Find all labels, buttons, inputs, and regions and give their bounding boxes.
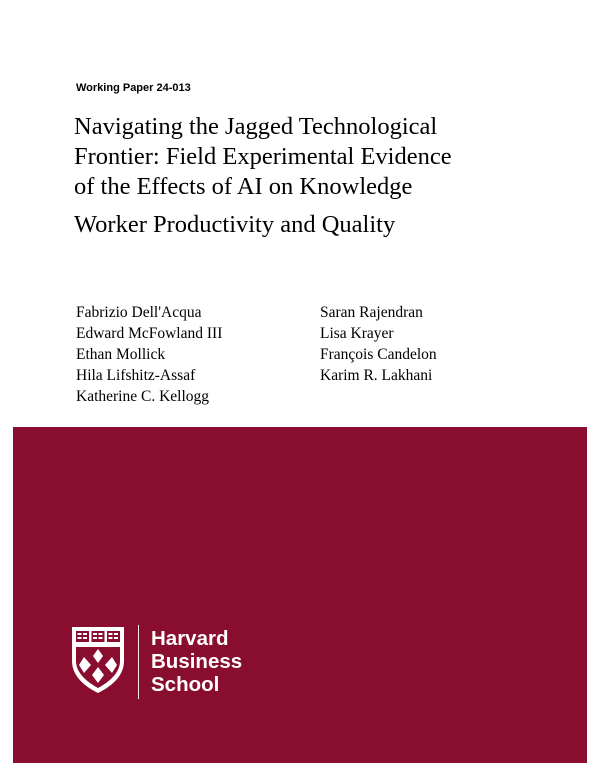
wordmark-line: Harvard xyxy=(151,627,229,650)
logo-divider xyxy=(138,625,139,699)
title-line: of the Effects of AI on Knowledge xyxy=(74,173,413,200)
hbs-logo xyxy=(70,625,242,699)
author-list-right xyxy=(320,302,437,386)
author-name: François Candelon xyxy=(320,346,437,363)
title-line: Frontier: Field Experimental Evidence xyxy=(74,143,452,170)
author-name: Saran Rajendran xyxy=(320,304,423,321)
wordmark-line: School xyxy=(151,673,220,696)
hbs-wordmark xyxy=(151,627,242,696)
author-name: Fabrizio Dell'Acqua xyxy=(76,304,202,321)
title-line: Navigating the Jagged Technological xyxy=(74,113,438,140)
author-name: Karim R. Lakhani xyxy=(320,367,433,384)
working-paper-number: Working Paper 24-013 xyxy=(76,82,191,94)
author-name: Hila Lifshitz-Assaf xyxy=(76,367,196,384)
hbs-veritas-shield-icon xyxy=(70,625,126,695)
author-name: Ethan Mollick xyxy=(76,346,166,363)
paper-title xyxy=(74,112,574,240)
author-list-left xyxy=(76,302,222,407)
author-name: Katherine C. Kellogg xyxy=(76,388,210,405)
hbs-crimson-banner xyxy=(13,427,587,763)
wordmark-line: Business xyxy=(151,650,243,673)
author-name: Lisa Krayer xyxy=(320,325,394,342)
title-line: Worker Productivity and Quality xyxy=(74,211,396,238)
author-name: Edward McFowland III xyxy=(76,325,223,342)
